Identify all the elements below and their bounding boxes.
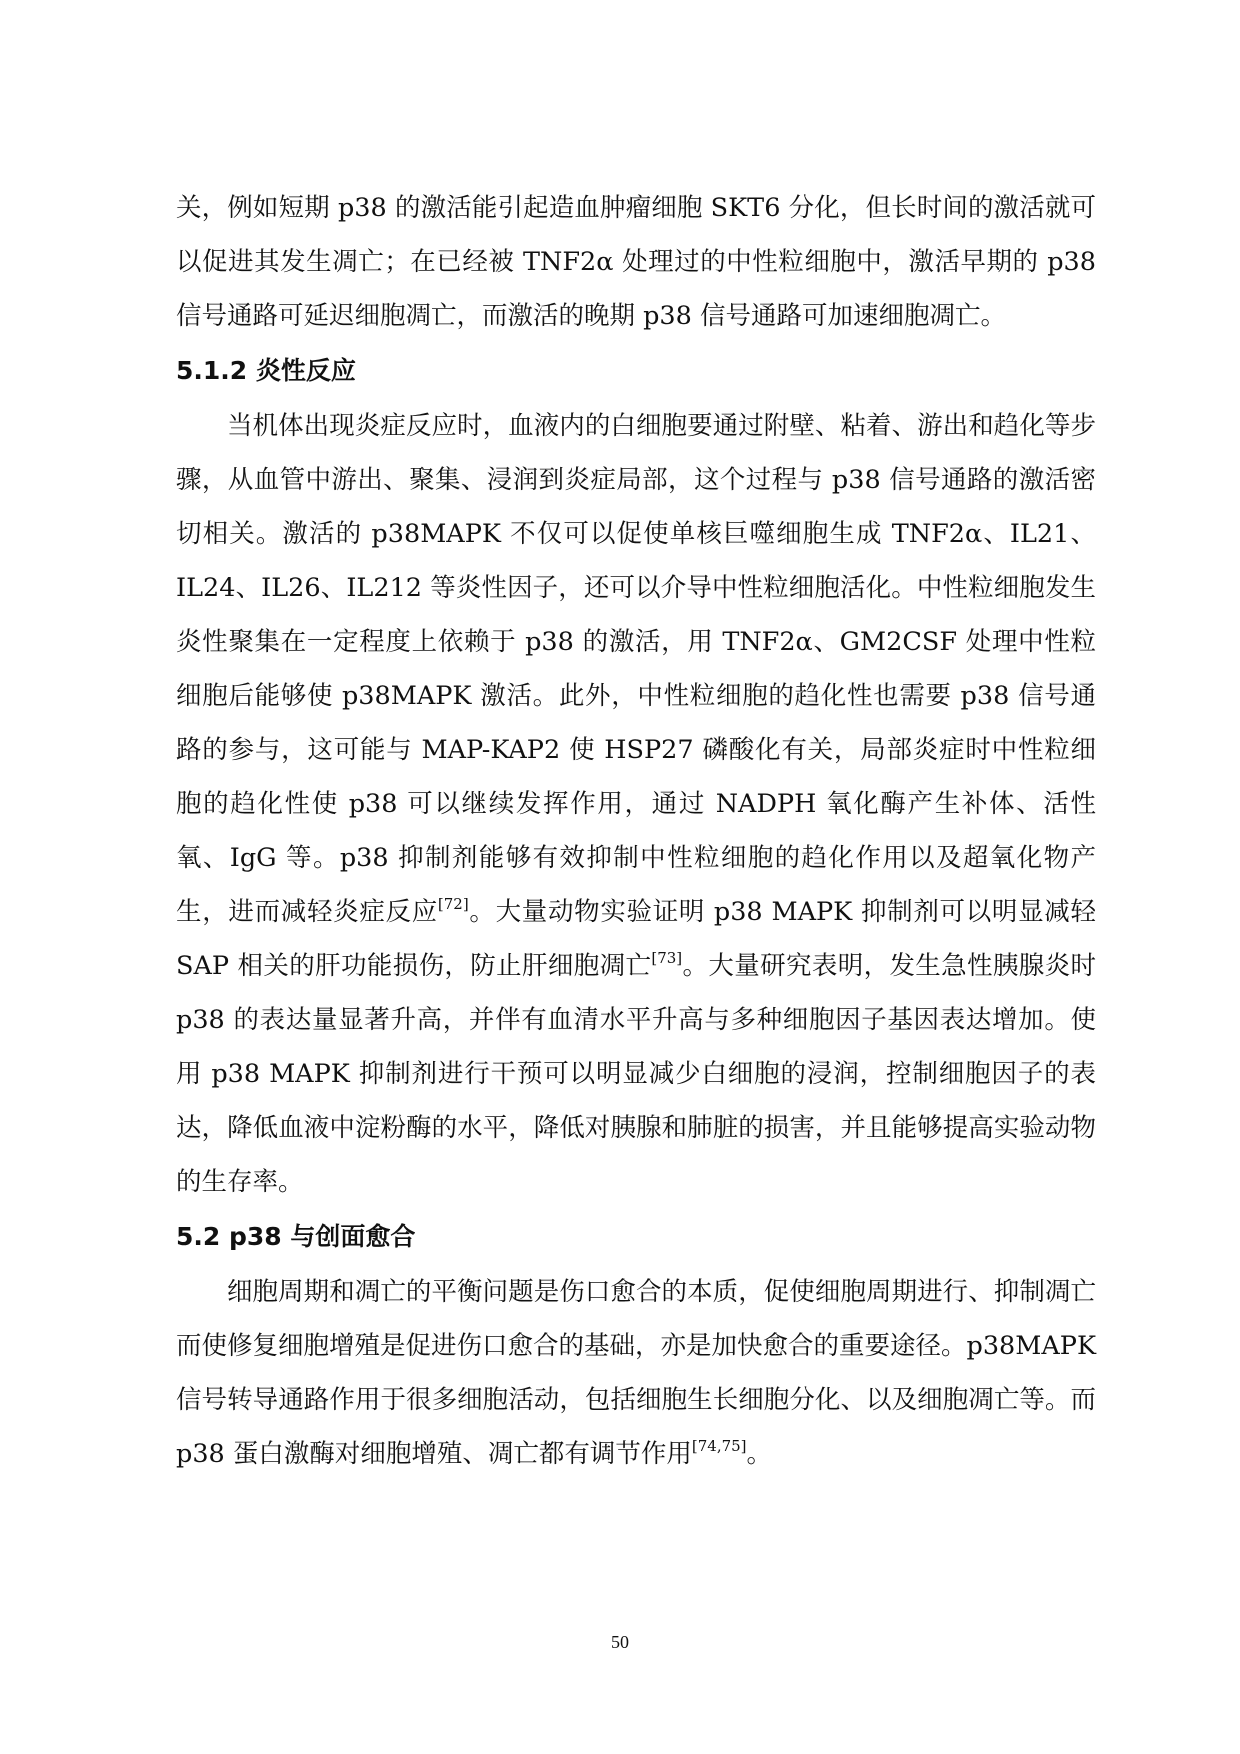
citation-73: [73] — [651, 949, 683, 967]
citation-74-75: [74,75] — [691, 1437, 747, 1455]
paragraph-inflammatory-response — [176, 399, 1096, 1209]
paragraph-text: 细胞周期和凋亡的平衡问题是伤口愈合的本质，促使细胞周期进行、抑制凋亡而使修复细胞增殖是促进伤口愈合的基础，亦是加快愈合的重要途径。p38MAPK 信号转导通路作用于很多细胞活动，包括细胞生长细胞分化、以及细胞凋亡等。而 p38 蛋白激酶对细胞增殖、凋亡都有调节作用 — [176, 1277, 1097, 1469]
paragraph-text: 。大量研究表明，发生急性胰腺炎时 p38 的表达量显著升高，并伴有血清水平升高与多种细胞因子基因表达增加。使用 p38 MAPK 抑制剂进行干预可以明显减少白细胞的浸润，控制细胞因子的表达，降低血液中淀粉酶的水平，降低对胰腺和肺脏的损害，并且能够提高实验动物的生存率。 — [176, 951, 1096, 1197]
section-heading-inflammatory-response: 5.1.2 炎性反应 — [176, 356, 356, 385]
paragraph-text: 。 — [746, 1439, 773, 1469]
paragraph-wound-healing — [176, 1265, 1096, 1481]
citation-72: [72] — [437, 895, 469, 913]
paragraph-continuation: 关，例如短期 p38 的激活能引起造血肿瘤细胞 SKT6 分化，但长时间的激活就可以促进其发生凋亡；在已经被 TNF2α 处理过的中性粒细胞中，激活早期的 p38 信号通路可延迟细胞凋亡，而激活的晚期 p38 信号通路可加速细胞凋亡。 — [176, 193, 1096, 331]
page-number: 50 — [611, 1632, 629, 1652]
page-body — [176, 181, 1096, 1481]
paragraph-text: 当机体出现炎症反应时，血液内的白细胞要通过附壁、粘着、游出和趋化等步骤，从血管中游出、聚集、浸润到炎症局部，这个过程与 p38 信号通路的激活密切相关。激活的 p38MAPK 不仅可以促使单核巨噬细胞生成 TNF2α、IL21、IL24、IL26、IL212 等炎性因子，还可以介导中性粒细胞活化。中性粒细胞发生炎性聚集在一定程度上依赖于 p38 的激活，用 TNF2α、GM2CSF 处理中性粒细胞后能够使 p38MAPK 激活。此外，中性粒细胞的趋化性也需要 p38 信号通路的参与，这可能与 MAP-KAP2 使 HSP27 磷酸化有关，局部炎症时中性粒细胞的趋化性使 p38 可以继续发挥作用，通过 NADPH 氧化酶产生补体、活性氧、IgG 等。p38 抑制剂能够有效抑制中性粒细胞的趋化作用以及超氧化物产生，进而减轻炎症反应 — [176, 411, 1096, 927]
paragraph-text: 。大量动物实验证明 p38 MAPK 抑制剂可以明显减轻 SAP 相关的肝功能损伤，防止肝细胞凋亡 — [176, 897, 1096, 981]
section-heading-wound-healing: 5.2 p38 与创面愈合 — [176, 1222, 416, 1251]
